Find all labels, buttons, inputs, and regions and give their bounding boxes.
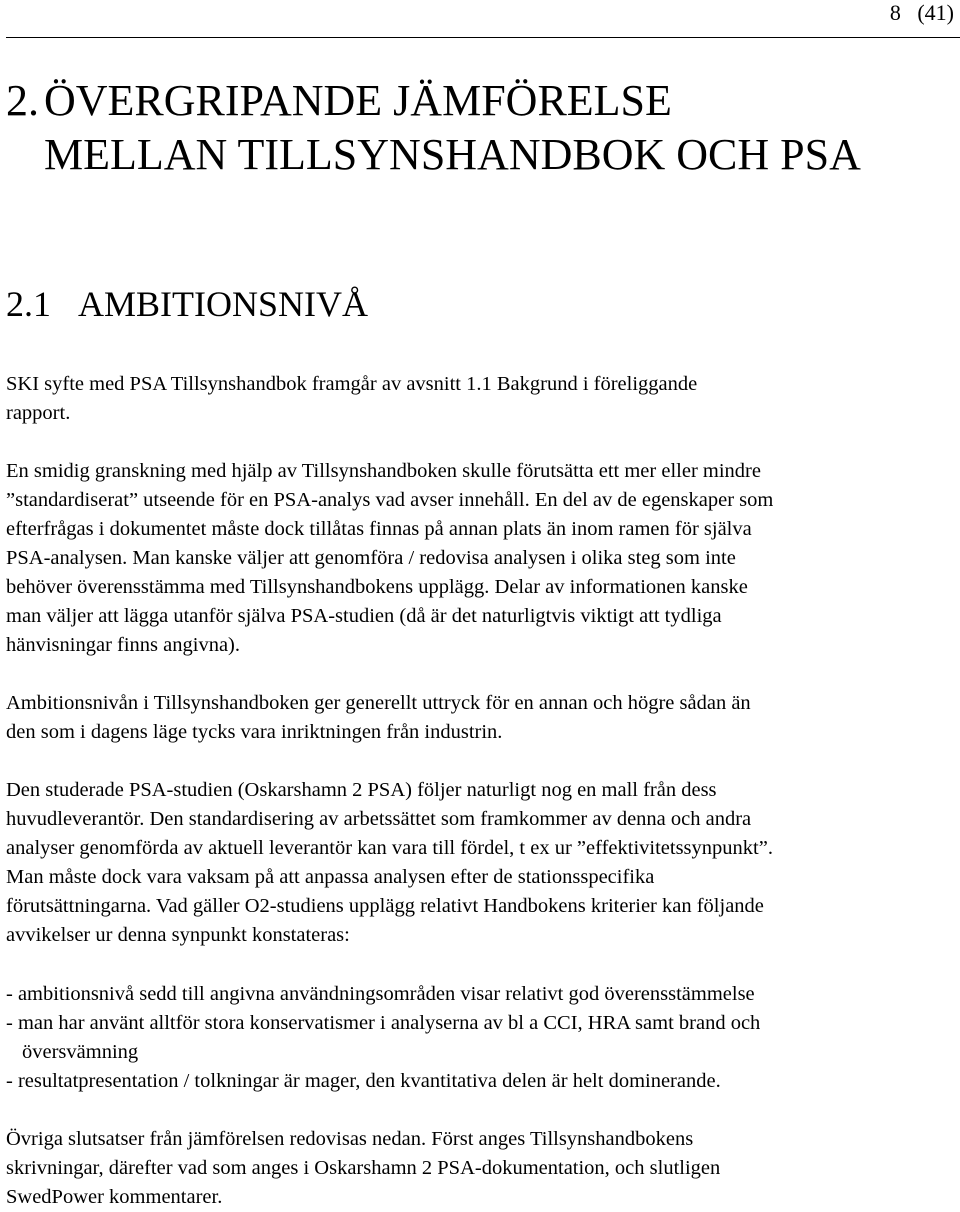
text-line: hänvisningar finns angivna). bbox=[6, 634, 240, 656]
text-line: PSA-analysen. Man kanske väljer att genomföra / redovisa analysen i olika steg som inte bbox=[6, 547, 736, 569]
text-line: skrivningar, därefter vad som anges i Oskarshamn 2 PSA-dokumentation, och slutligen bbox=[6, 1157, 721, 1179]
text-line: den som i dagens läge tycks vara inriktningen från industrin. bbox=[6, 721, 503, 743]
text-line: Övriga slutsatser från jämförelsen redovisas nedan. Först anges Tillsynshandbokens bbox=[6, 1128, 694, 1150]
section-number: 2.1 bbox=[6, 284, 51, 324]
text-line: förutsättningarna. Vad gäller O2-studiens upplägg relativt Handbokens kriterier kan följande bbox=[6, 895, 764, 917]
text-line: behöver överensstämma med Tillsynshandbokens upplägg. Delar av informationen kanske bbox=[6, 576, 748, 598]
text-line: analyser genomförda av aktuell leverantör kan vara till fördel, t ex ur ”effektivitetssynpunkt”. bbox=[6, 837, 773, 859]
text-line: SwedPower kommentarer. bbox=[6, 1186, 223, 1208]
header-rule bbox=[6, 37, 960, 38]
list-item: - ambitionsnivå sedd till angivna användningsområden visar relativt god överensstämmelse bbox=[6, 983, 755, 1005]
list-item: - resultatpresentation / tolkningar är mager, den kvantitativa delen är helt dominerande. bbox=[6, 1070, 721, 1092]
text-line: Ambitionsnivån i Tillsynshandboken ger generellt uttryck för en annan och högre sådan än bbox=[6, 692, 751, 714]
text-line: huvudleverantör. Den standardisering av arbetssättet som framkommer av denna och andra bbox=[6, 808, 752, 830]
section-title: AMBITIONSNIVÅ bbox=[78, 284, 368, 324]
paragraph-studied-psa bbox=[6, 776, 956, 950]
chapter-heading bbox=[6, 74, 946, 182]
list-item-continuation: översvämning bbox=[22, 1041, 139, 1063]
paragraph-purpose bbox=[6, 370, 956, 428]
text-line: efterfrågas i dokumentet måste dock tillåtas finnas på annan plats än inom ramen för själva bbox=[6, 518, 752, 540]
deviation-list bbox=[6, 980, 956, 1096]
list-item: - man har använt alltför stora konservatismer i analyserna av bl a CCI, HRA samt brand och bbox=[6, 1012, 761, 1034]
chapter-number: 2. bbox=[6, 76, 39, 125]
section-heading bbox=[6, 282, 368, 326]
text-line: ”standardiserat” utseende för en PSA-analys vad avser innehåll. En del av de egenskaper som bbox=[6, 489, 774, 511]
text-line: rapport. bbox=[6, 402, 71, 424]
text-line: SKI syfte med PSA Tillsynshandbok framgår av avsnitt 1.1 Bakgrund i föreliggande bbox=[6, 373, 698, 395]
paragraph-conclusions bbox=[6, 1125, 956, 1212]
text-line: avvikelser ur denna synpunkt konstateras: bbox=[6, 924, 350, 946]
chapter-title-line-1: ÖVERGRIPANDE JÄMFÖRELSE bbox=[44, 76, 672, 125]
paragraph-ambition-level bbox=[6, 689, 956, 747]
paragraph-review bbox=[6, 457, 956, 660]
text-line: man väljer att lägga utanför själva PSA-studien (då är det naturligtvis viktigt att tydliga bbox=[6, 605, 722, 627]
text-line: Man måste dock vara vaksam på att anpassa analysen efter de stationsspecifika bbox=[6, 866, 655, 888]
chapter-title-line-2: MELLAN TILLSYNSHANDBOK OCH PSA bbox=[44, 130, 861, 179]
text-line: En smidig granskning med hjälp av Tillsynshandboken skulle förutsätta ett mer eller mindre bbox=[6, 460, 761, 482]
page-number: 8 (41) bbox=[889, 0, 954, 25]
text-line: Den studerade PSA-studien (Oskarshamn 2 PSA) följer naturligt nog en mall från dess bbox=[6, 779, 717, 801]
